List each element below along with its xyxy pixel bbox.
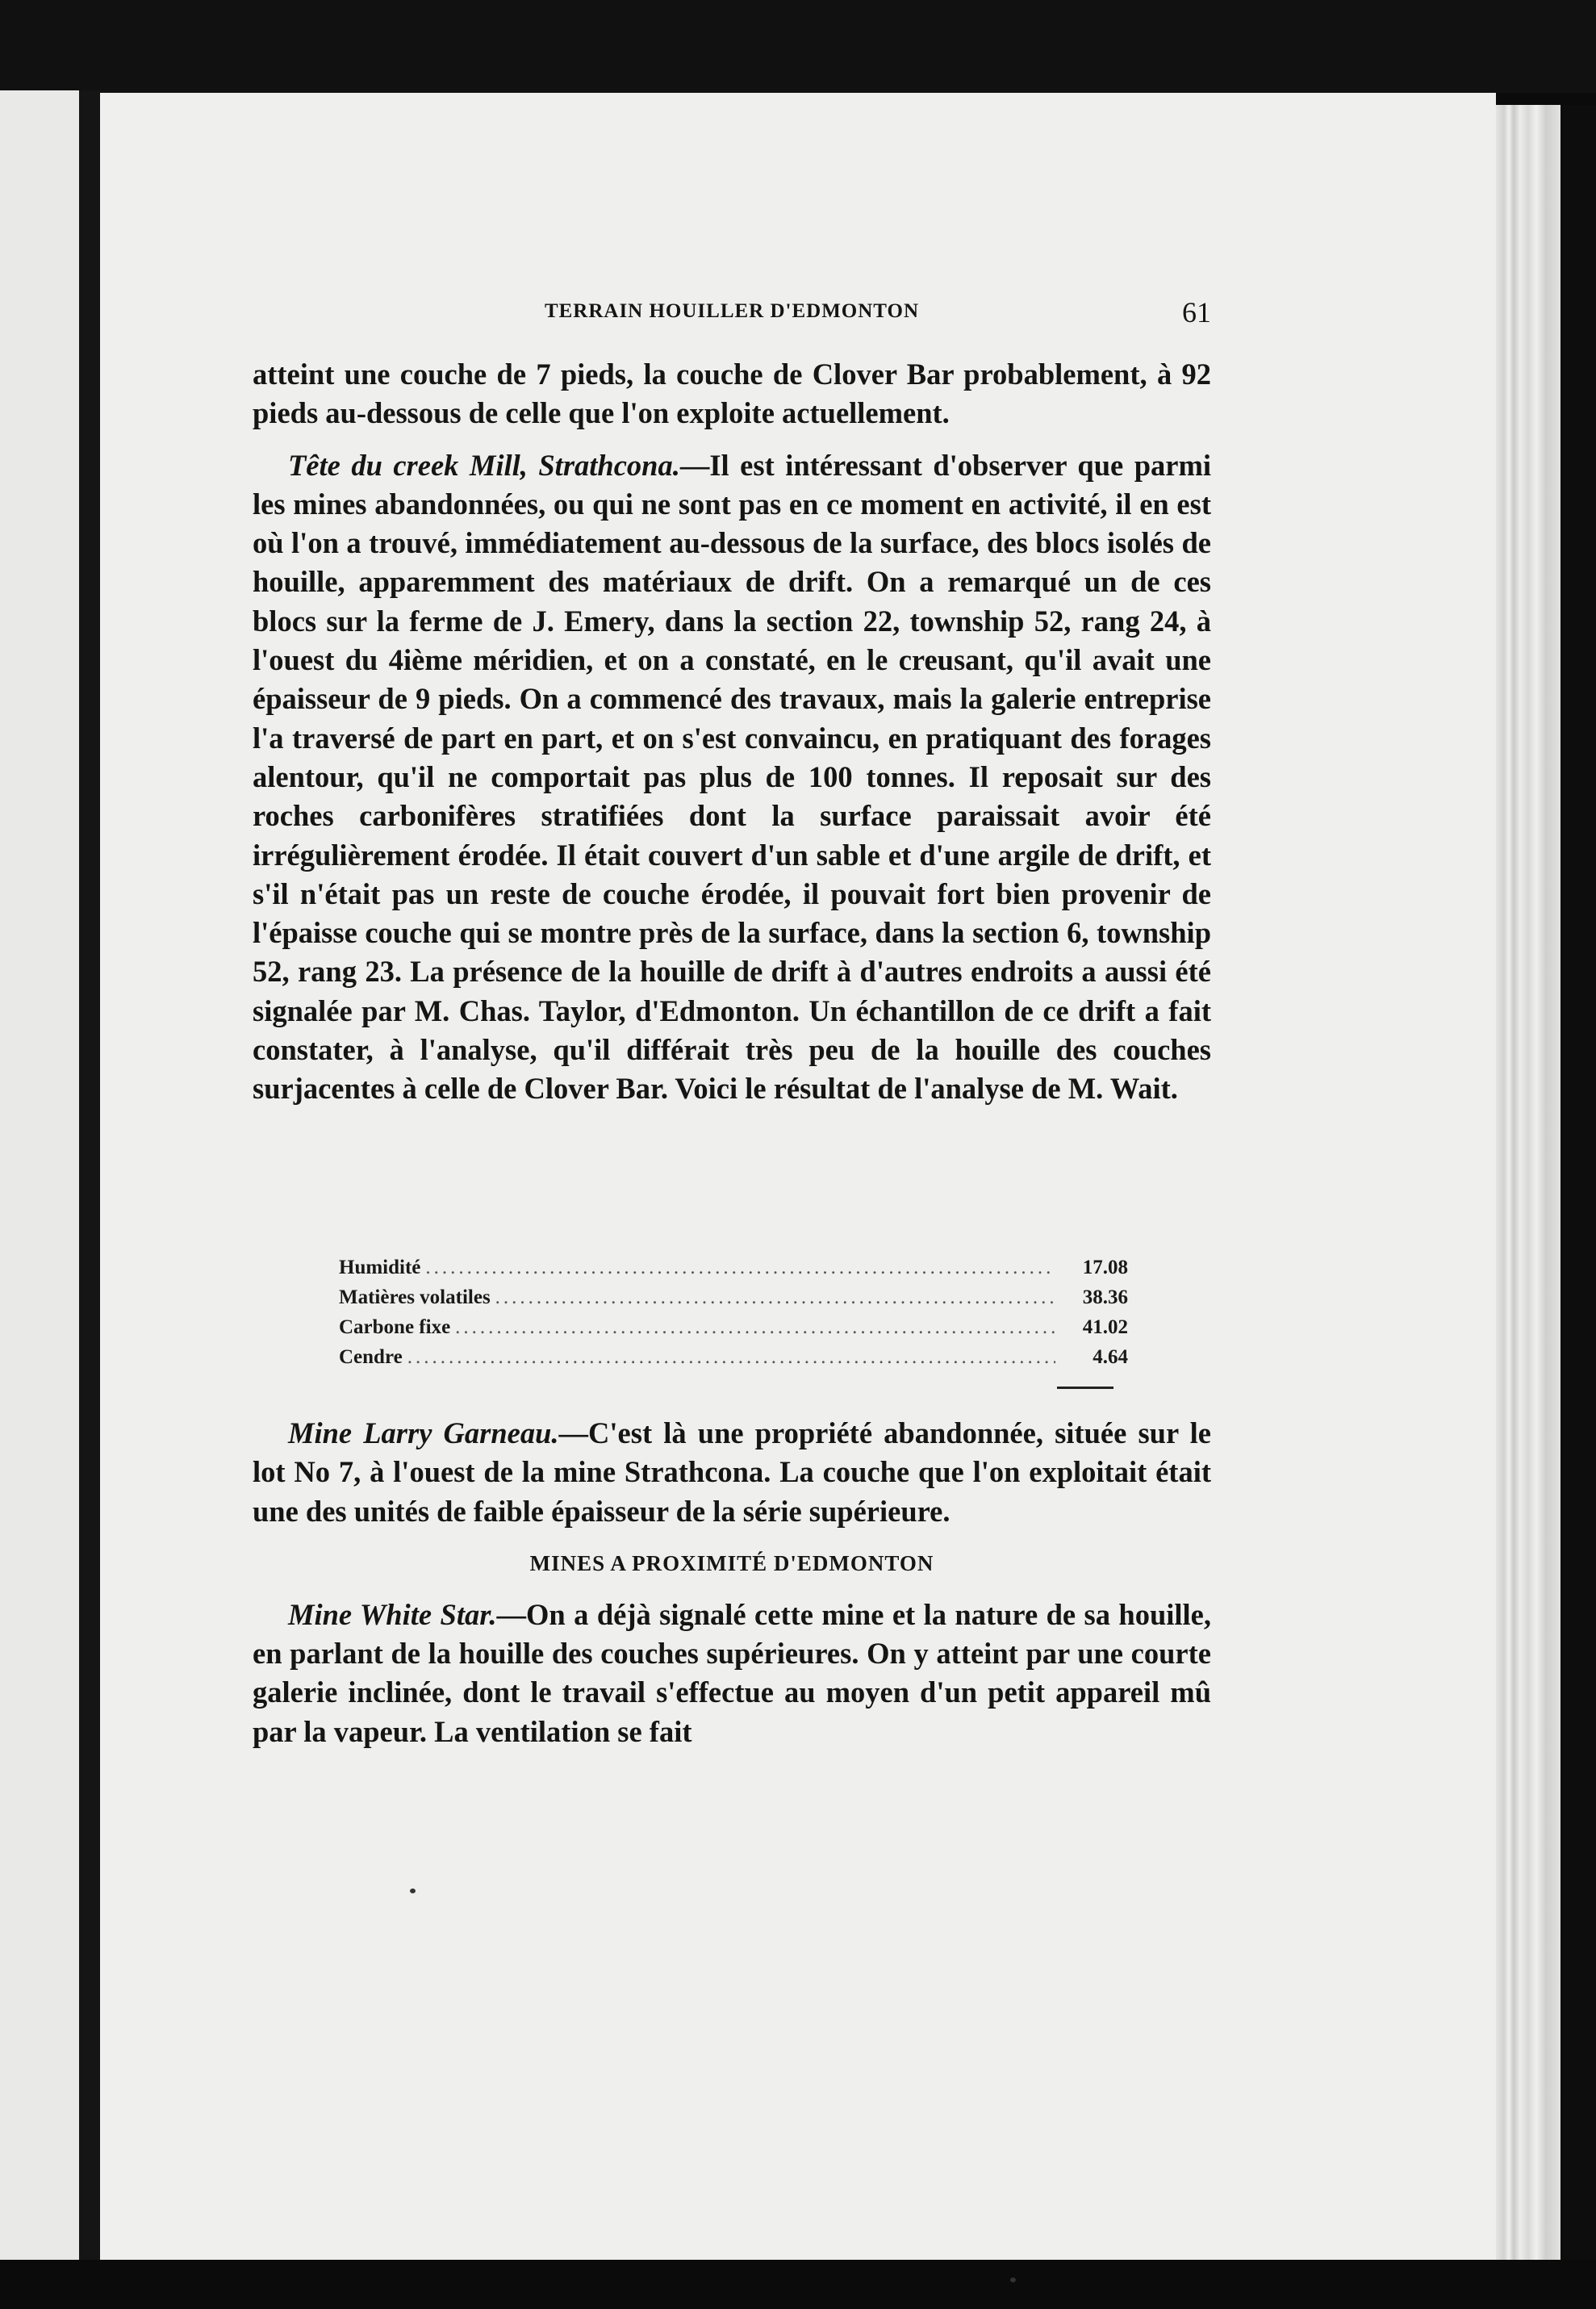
running-head <box>253 296 1211 331</box>
leader-dots <box>420 1253 1055 1282</box>
row-label: Matières volatiles <box>339 1286 491 1308</box>
page-number: 61 <box>1182 296 1211 328</box>
paragraph-strathcona <box>253 446 1211 1109</box>
paragraph-heading: Mine Larry Garneau. <box>288 1416 559 1449</box>
leader-dots <box>450 1312 1055 1342</box>
section-heading: MINES A PROXIMITÉ D'EDMONTON <box>529 1550 934 1575</box>
paragraph-heading: Tête du creek Mill, Strathcona. <box>288 448 680 482</box>
paragraph-text: —On a déjà signalé cette mine et la nature de sa houille, en parlant de la houille des couches supérieures. On y atteint par une courte galerie inclinée, dont le travail s'effectue au moyen d'un petit appareil mû par la vapeur. La ventilation se fait <box>253 1597 1211 1748</box>
dust-speck <box>410 1889 416 1893</box>
row-value: 41.02 <box>1082 1316 1128 1338</box>
row-label: Cendre <box>339 1346 403 1368</box>
leader-dots <box>403 1342 1055 1372</box>
paragraph-text: —C'est là une propriété abandonnée, située sur le lot No 7, à l'ouest de la mine Strathcona. La couche que l'on exploitait était une des unités de faible épaisseur de la série supérieure. <box>253 1416 1211 1528</box>
row-label: Carbone fixe <box>339 1316 451 1338</box>
book-gutter <box>79 90 100 2261</box>
paragraph-white-star <box>253 1596 1211 1751</box>
table-row <box>339 1312 1128 1342</box>
table-row <box>339 1282 1128 1312</box>
scan-top-border <box>0 0 1596 93</box>
row-value: 17.08 <box>1082 1257 1128 1278</box>
paragraph-text: —Il est intéressant d'observer que parmi les mines abandonnées, ou qui ne sont pas en ce moment en activité, il en est où l'on a trouvé, immédiatement au-dessous de la surface, des blocs isolés de houille, apparemment des matériaux de drift. On a remarqué un de ces blocs sur la ferme de J. Emery, dans la section 22, township 52, rang 24, à l'ouest du 4ième méridien, et on a constaté, en le creusant, qu'il avait une épaisseur de 9 pieds. On a commencé des travaux, mais la galerie entreprise l'a traversé de part en part, et on s'est convaincu, en pratiquant des forages alentour, qu'il ne comportait pas plus de 100 tonnes. Il reposait sur des roches carbonifères stratifiées dont la surface paraissait avoir été irrégulièrement érodée. Il était couvert d'un sable et d'une argile de drift, et s'il n'était pas un reste de couche érodée, il pouvait fort bien provenir de l'épaisse couche qui se montre près de la surface, dans la section 6, township 52, rang 23. La présence de la houille de drift à d'autres endroits a aussi été signalée par M. Chas. Taylor, d'Edmonton. Un échantillon de ce drift a fait constater, à l'analyse, qu'il différait très peu de la houille des couches surjacentes à celle de Clover Bar. Voici le résultat de l'analyse de M. Wait. <box>253 448 1211 1106</box>
row-value: 4.64 <box>1093 1346 1128 1368</box>
table-row <box>339 1342 1128 1372</box>
leader-dots <box>491 1282 1055 1312</box>
paragraph-heading: Mine White Star. <box>288 1597 497 1631</box>
scan-right-border <box>1560 105 1596 2260</box>
paragraph-text: atteint une couche de 7 pieds, la couche de Clover Bar probablement, à 92 pieds au-dessous de celle que l'on exploite actuellement. <box>253 358 1211 430</box>
running-title: TERRAIN HOUILLER D'EDMONTON <box>544 300 920 322</box>
paragraph-continued <box>253 355 1211 433</box>
page-stack-edge <box>1496 105 1560 2260</box>
main-text <box>253 355 1211 1109</box>
paragraph-larry-garneau <box>253 1414 1211 1531</box>
table-rule <box>1057 1387 1113 1389</box>
table-row <box>339 1253 1128 1282</box>
lower-text <box>253 1414 1211 1751</box>
dust-speck <box>1010 2278 1016 2282</box>
row-label: Humidité <box>339 1257 421 1278</box>
scan-bottom-border <box>0 2260 1596 2309</box>
analysis-table <box>339 1253 1128 1372</box>
facing-page-margin <box>0 90 79 2261</box>
row-value: 38.36 <box>1082 1286 1128 1308</box>
